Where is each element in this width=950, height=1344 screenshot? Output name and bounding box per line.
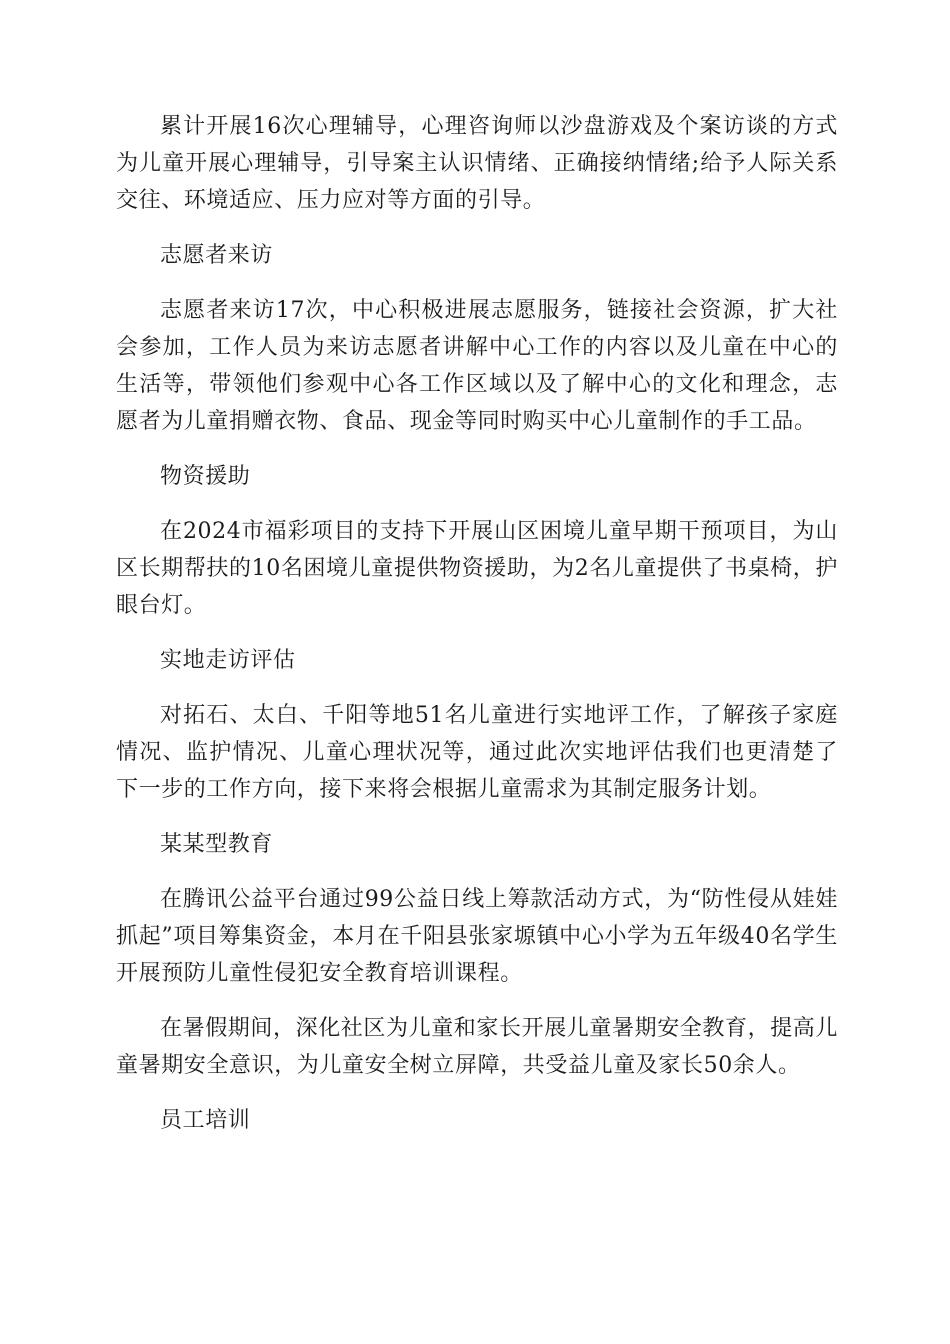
paragraph-psychological-counseling: 累计开展16次心理辅导，心理咨询师以沙盘游戏及个案访谈的方式为儿童开展心理辅导，引导案主认识情绪、正确接纳情绪;给予人际关系交往、环境适应、压力应对等方面的引导。 — [116, 114, 838, 213]
heading-staff-training: 员工培训 — [160, 1108, 251, 1133]
paragraph-summer-safety: 在暑假期间，深化社区为儿童和家长开展儿童暑期安全教育，提高儿童暑期安全意识，为儿童安全树立屏障，共受益儿童及家长50余人。 — [116, 1016, 839, 1078]
heading-education: 某某型教育 — [160, 832, 274, 857]
heading-field-visit-assessment: 实地走访评估 — [160, 648, 296, 673]
paragraph-volunteer-visits: 志愿者来访17次，中心积极进展志愿服务，链接社会资源，扩大社会参加，工作人员为来访志愿者讲解中心工作的内容以及儿童在中心的生活等，带领他们参观中心各工作区域以及了解中心的文化和理念，志愿者为儿童捐赠衣物、食品、现金等同时购买中心儿童制作的手工品。 — [116, 298, 838, 434]
paragraph-fundraising-education: 在腾讯公益平台通过99公益日线上筹款活动方式，为“防性侵从娃娃抓起”项目筹集资金，本月在千阳县张家塬镇中心小学为五年级40名学生开展预防儿童性侵犯安全教育培训课程。 — [116, 887, 838, 986]
heading-material-aid: 物资援助 — [160, 464, 251, 489]
paragraph-material-aid: 在2024市福彩项目的支持下开展山区困境儿童早期干预项目，为山区长期帮扶的10名困境儿童提供物资援助，为2名儿童提供了书桌椅，护眼台灯。 — [116, 519, 838, 618]
document-body — [116, 108, 838, 1157]
heading-volunteer-visits: 志愿者来访 — [160, 243, 274, 268]
paragraph-field-visit-assessment: 对拓石、太白、千阳等地51名儿童进行实地评工作，了解孩子家庭情况、监护情况、儿童心理状况等，通过此次实地评估我们也更清楚了下一步的工作方向，接下来将会根据儿童需求为其制定服务计划。 — [116, 703, 838, 802]
